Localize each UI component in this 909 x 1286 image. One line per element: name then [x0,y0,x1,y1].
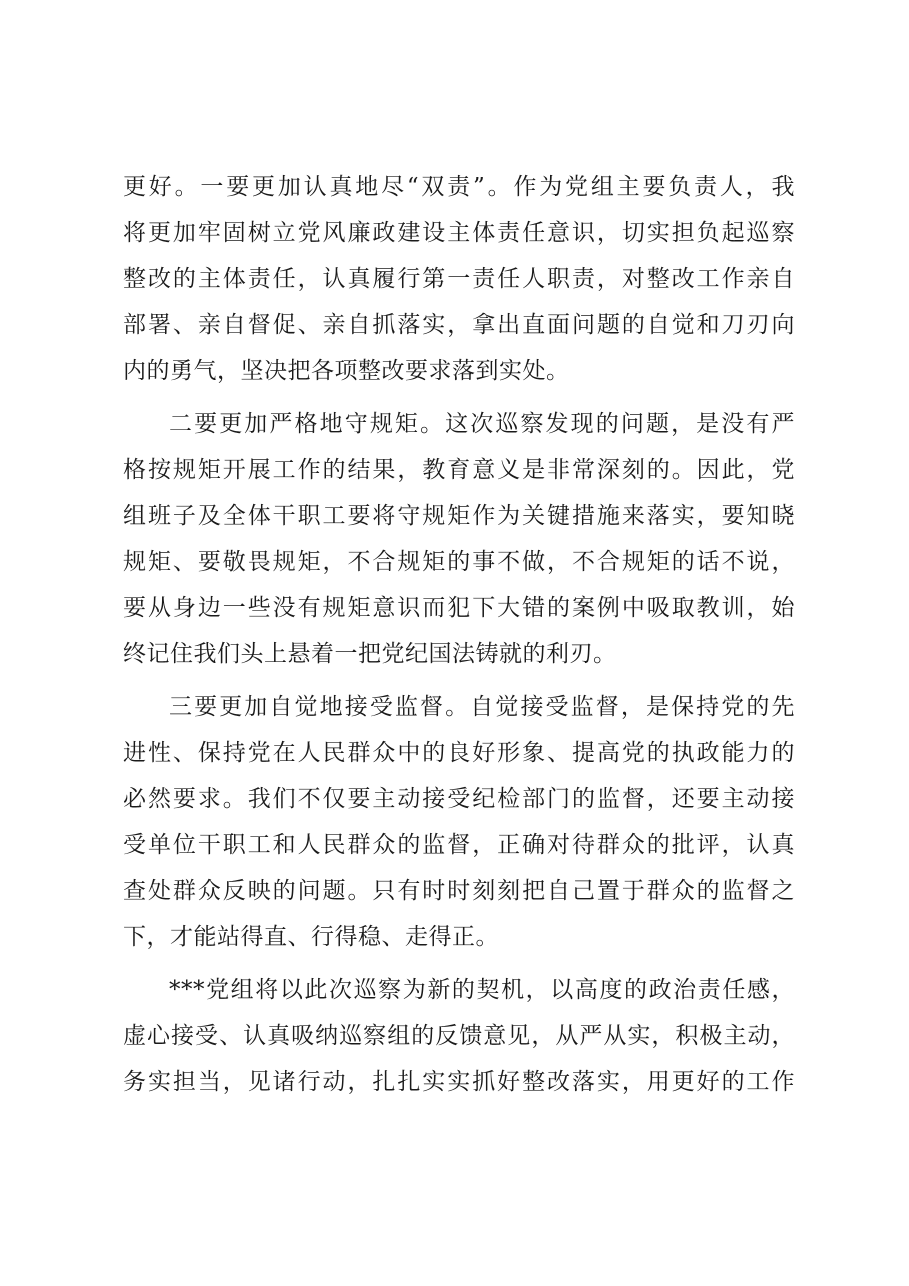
text-line: 务实担当，见诸行动，扎扎实实抓好整改落实，用更好的工作 [123,1069,795,1095]
text-line: 三要更加自觉地接受监督。自觉接受监督，是保持党的先 [169,694,795,720]
paragraph-gap [123,677,795,684]
text-line: 受单位干职工和人民群众的监督，正确对待群众的批评，认真 [123,832,795,858]
text-line: 要从身边一些没有规矩意识而犯下大错的案例中吸取教训，始 [123,595,795,621]
text-line: 必然要求。我们不仅要主动接受纪检部门的监督，还要主动接 [123,786,795,812]
document-body [123,164,795,1105]
text-line: 终记住我们头上悬着一把党纪国法铸就的利刃。 [123,641,617,667]
text-line: 规矩、要敬畏规矩，不合规矩的事不做，不合规矩的话不说， [123,549,795,575]
text-line: 部署、亲自督促、亲自抓落实，拿出直面问题的自觉和刀刃向 [123,312,795,338]
text-line: 将更加牢固树立党风廉政建设主体责任意识，切实担负起巡察 [123,220,795,246]
text-line: 内的勇气，坚决把各项整改要求落到实处。 [123,358,570,384]
text-line: 查处群众反映的问题。只有时时刻刻把自己置于群众的监督之 [123,878,795,904]
text-line: 虚心接受、认真吸纳巡察组的反馈意见，从严从实，积极主动， [123,1023,795,1049]
text-line: 进性、保持党在人民群众中的良好形象、提高党的执政能力的 [123,740,795,766]
paragraph [123,164,795,394]
paragraph [123,401,795,677]
text-line: 组班子及全体干职工要将守规矩作为关键措施来落实，要知晓 [123,503,795,529]
text-line: 下，才能站得直、行得稳、走得正。 [123,924,499,950]
text-line: ***党组将以此次巡察为新的契机，以高度的政治责任感， [169,977,795,1003]
paragraph-gap [123,394,795,401]
text-line: 二要更加严格地守规矩。这次巡察发现的问题，是没有严 [169,411,795,437]
text-line: 格按规矩开展工作的结果，教育意义是非常深刻的。因此，党 [123,457,795,483]
paragraph [123,684,795,960]
paragraph-gap [123,960,795,967]
text-line: 整改的主体责任，认真履行第一责任人职责，对整改工作亲自 [123,266,795,292]
text-line: 更好。一要更加认真地尽“双责”。作为党组主要负责人，我 [123,174,795,200]
paragraph [123,967,795,1105]
